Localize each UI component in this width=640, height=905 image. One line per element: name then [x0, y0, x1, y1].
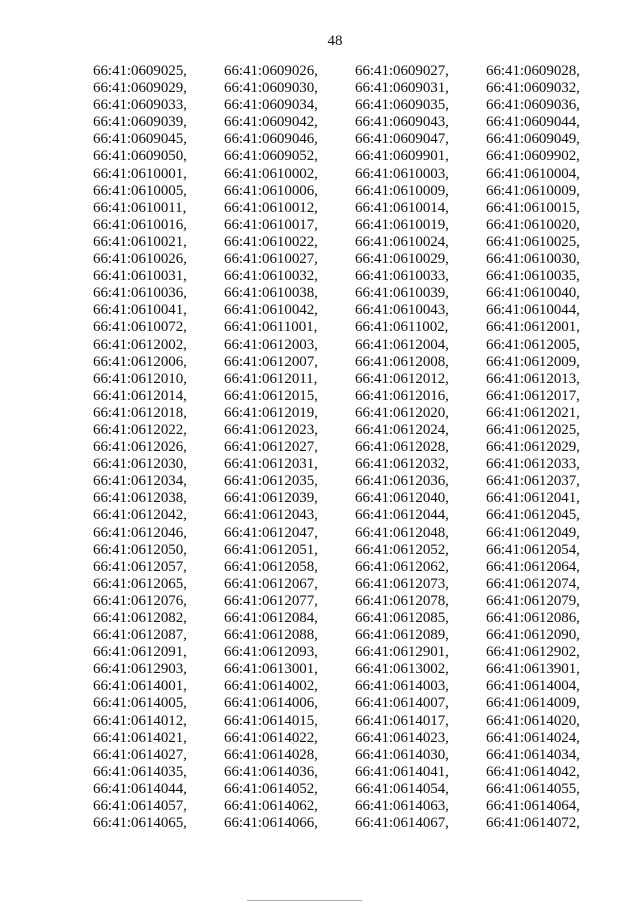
cadastral-number: 66:41:0612029,	[486, 439, 580, 456]
cadastral-row	[93, 661, 593, 678]
cadastral-row	[93, 644, 593, 661]
cadastral-number: 66:41:0614021,	[93, 729, 187, 746]
cadastral-number: 66:41:0611001,	[224, 319, 318, 336]
cadastral-number: 66:41:0612010,	[93, 370, 187, 387]
cadastral-row	[93, 268, 593, 285]
cadastral-number: 66:41:0614001,	[93, 678, 187, 695]
cadastral-number: 66:41:0612057,	[93, 558, 187, 575]
cadastral-number: 66:41:0612034,	[93, 473, 187, 490]
cadastral-number: 66:41:0614009,	[486, 695, 580, 712]
cadastral-number: 66:41:0612044,	[355, 507, 449, 524]
cadastral-number: 66:41:0612018,	[93, 404, 187, 421]
cadastral-number: 66:41:0612021,	[486, 404, 580, 421]
cadastral-row	[93, 388, 593, 405]
cadastral-number: 66:41:0612020,	[355, 404, 449, 421]
cadastral-number: 66:41:0612047,	[224, 524, 318, 541]
cadastral-number: 66:41:0610019,	[355, 216, 449, 233]
cadastral-number: 66:41:0612086,	[486, 610, 580, 626]
cadastral-number: 66:41:0609044,	[486, 114, 580, 131]
cadastral-number: 66:41:0612088,	[224, 627, 318, 644]
cadastral-number: 66:41:0612022,	[93, 421, 187, 438]
cadastral-number: 66:41:0614052,	[224, 780, 318, 797]
cadastral-number: 66:41:0612032,	[355, 456, 449, 473]
cadastral-number: 66:41:0610009,	[486, 182, 580, 199]
cadastral-row	[93, 337, 593, 354]
cadastral-number: 66:41:0610027,	[224, 251, 318, 268]
cadastral-number: 66:41:0612011,	[224, 370, 318, 387]
cadastral-number: 66:41:0614007,	[355, 695, 449, 712]
cadastral-number: 66:41:0614065,	[93, 815, 187, 832]
cadastral-number: 66:41:0612017,	[486, 387, 580, 404]
cadastral-number: 66:41:0612036,	[355, 473, 449, 490]
cadastral-number: 66:41:0612065,	[93, 575, 187, 592]
cadastral-row	[93, 405, 593, 422]
cadastral-number: 66:41:0610042,	[224, 302, 318, 319]
cadastral-number: 66:41:0612064,	[486, 558, 580, 575]
cadastral-number: 66:41:0610033,	[355, 268, 449, 285]
cadastral-number: 66:41:0610043,	[355, 302, 449, 319]
cadastral-number: 66:41:0614012,	[93, 712, 187, 729]
cadastral-number: 66:41:0614030,	[355, 746, 449, 763]
cadastral-number: 66:41:0612087,	[93, 627, 187, 644]
cadastral-number: 66:41:0612902,	[486, 644, 580, 661]
bottom-scan-rule	[247, 900, 362, 901]
cadastral-number: 66:41:0612093,	[224, 644, 318, 661]
cadastral-number: 66:41:0612015,	[224, 387, 318, 404]
cadastral-row	[93, 166, 593, 183]
cadastral-number: 66:41:0610031,	[93, 268, 187, 285]
cadastral-number: 66:41:0612089,	[355, 627, 449, 644]
cadastral-number: 66:41:0612042,	[93, 507, 187, 524]
cadastral-number: 66:41:0612903,	[93, 661, 187, 678]
cadastral-row	[93, 781, 593, 798]
cadastral-number: 66:41:0610032,	[224, 268, 318, 285]
cadastral-number: 66:41:0610014,	[355, 199, 449, 216]
cadastral-number: 66:41:0612085,	[355, 610, 449, 626]
cadastral-number: 66:41:0609032,	[486, 80, 580, 97]
cadastral-number: 66:41:0612009,	[486, 353, 580, 370]
cadastral-number: 66:41:0614063,	[355, 798, 449, 815]
cadastral-number: 66:41:0612062,	[355, 558, 449, 575]
cadastral-number: 66:41:0612078,	[355, 592, 449, 609]
cadastral-number: 66:41:0614024,	[486, 729, 580, 746]
cadastral-row	[93, 678, 593, 695]
cadastral-number: 66:41:0609031,	[355, 80, 449, 97]
cadastral-number: 66:41:0610021,	[93, 233, 187, 250]
cadastral-number: 66:41:0610002,	[224, 165, 318, 182]
cadastral-number-table	[93, 63, 593, 849]
cadastral-number: 66:41:0609035,	[355, 97, 449, 114]
cadastral-number: 66:41:0612028,	[355, 439, 449, 456]
cadastral-number: 66:41:0610035,	[486, 268, 580, 285]
cadastral-number: 66:41:0612007,	[224, 353, 318, 370]
cadastral-row	[93, 747, 593, 764]
cadastral-number: 66:41:0612048,	[355, 524, 449, 541]
cadastral-number: 66:41:0612050,	[93, 541, 187, 558]
cadastral-number: 66:41:0614023,	[355, 729, 449, 746]
cadastral-number: 66:41:0614054,	[355, 780, 449, 797]
cadastral-number: 66:41:0612027,	[224, 439, 318, 456]
cadastral-row	[93, 285, 593, 302]
cadastral-number: 66:41:0612045,	[486, 507, 580, 524]
cadastral-number: 66:41:0612035,	[224, 473, 318, 490]
cadastral-number: 66:41:0612037,	[486, 473, 580, 490]
cadastral-number: 66:41:0614002,	[224, 678, 318, 695]
cadastral-number: 66:41:0612073,	[355, 575, 449, 592]
cadastral-row	[93, 559, 593, 576]
cadastral-number: 66:41:0612033,	[486, 456, 580, 473]
cadastral-number: 66:41:0612031,	[224, 456, 318, 473]
cadastral-row	[93, 439, 593, 456]
cadastral-number: 66:41:0610030,	[486, 251, 580, 268]
cadastral-number: 66:41:0612004,	[355, 336, 449, 353]
cadastral-number: 66:41:0609030,	[224, 80, 318, 97]
cadastral-row	[93, 473, 593, 490]
cadastral-number: 66:41:0612019,	[224, 404, 318, 421]
cadastral-number: 66:41:0612008,	[355, 353, 449, 370]
cadastral-number: 66:41:0609033,	[93, 97, 187, 114]
cadastral-number: 66:41:0612001,	[486, 319, 580, 336]
cadastral-number: 66:41:0612043,	[224, 507, 318, 524]
cadastral-number: 66:41:0614064,	[486, 798, 580, 815]
cadastral-number: 66:41:0610022,	[224, 233, 318, 250]
cadastral-number: 66:41:0612901,	[355, 644, 449, 661]
cadastral-number: 66:41:0612030,	[93, 456, 187, 473]
cadastral-number: 66:41:0613001,	[224, 661, 318, 678]
cadastral-number: 66:41:0614055,	[486, 780, 580, 797]
cadastral-number: 66:41:0609045,	[93, 131, 187, 148]
cadastral-number: 66:41:0612046,	[93, 524, 187, 541]
cadastral-number: 66:41:0612005,	[486, 336, 580, 353]
cadastral-number: 66:41:0610038,	[224, 285, 318, 302]
cadastral-number: 66:41:0612040,	[355, 490, 449, 507]
cadastral-row	[93, 507, 593, 524]
cadastral-row	[93, 80, 593, 97]
cadastral-number: 66:41:0614035,	[93, 763, 187, 780]
cadastral-row	[93, 456, 593, 473]
cadastral-number: 66:41:0610005,	[93, 182, 187, 199]
cadastral-number: 66:41:0614022,	[224, 729, 318, 746]
cadastral-row	[93, 131, 593, 148]
cadastral-number: 66:41:0612025,	[486, 421, 580, 438]
cadastral-number: 66:41:0609034,	[224, 97, 318, 114]
cadastral-number: 66:41:0614006,	[224, 695, 318, 712]
cadastral-number: 66:41:0610009,	[355, 182, 449, 199]
cadastral-number: 66:41:0610011,	[93, 199, 187, 216]
cadastral-row	[93, 148, 593, 165]
cadastral-number: 66:41:0614067,	[355, 815, 449, 832]
cadastral-row	[93, 302, 593, 319]
cadastral-number: 66:41:0612006,	[93, 353, 187, 370]
cadastral-row	[93, 354, 593, 371]
cadastral-number: 66:41:0611002,	[355, 319, 449, 336]
cadastral-number: 66:41:0612082,	[93, 610, 187, 626]
cadastral-number: 66:41:0610025,	[486, 233, 580, 250]
cadastral-number: 66:41:0614015,	[224, 712, 318, 729]
cadastral-number: 66:41:0612067,	[224, 575, 318, 592]
cadastral-number: 66:41:0614036,	[224, 763, 318, 780]
cadastral-number: 66:41:0614020,	[486, 712, 580, 729]
page-number: 48	[327, 33, 343, 49]
cadastral-number: 66:41:0610041,	[93, 302, 187, 319]
cadastral-number: 66:41:0609027,	[355, 63, 449, 79]
cadastral-row	[93, 593, 593, 610]
cadastral-row	[93, 525, 593, 542]
cadastral-number: 66:41:0610017,	[224, 216, 318, 233]
cadastral-row	[93, 217, 593, 234]
cadastral-number: 66:41:0613002,	[355, 661, 449, 678]
cadastral-number: 66:41:0612054,	[486, 541, 580, 558]
cadastral-number: 66:41:0612091,	[93, 644, 187, 661]
cadastral-number: 66:41:0609029,	[93, 80, 187, 97]
cadastral-row	[93, 610, 593, 627]
cadastral-number: 66:41:0612002,	[93, 336, 187, 353]
cadastral-number: 66:41:0610036,	[93, 285, 187, 302]
cadastral-number: 66:41:0614044,	[93, 780, 187, 797]
cadastral-number: 66:41:0612039,	[224, 490, 318, 507]
cadastral-row	[93, 627, 593, 644]
cadastral-number: 66:41:0612003,	[224, 336, 318, 353]
cadastral-number: 66:41:0612052,	[355, 541, 449, 558]
cadastral-number: 66:41:0612074,	[486, 575, 580, 592]
cadastral-number: 66:41:0612077,	[224, 592, 318, 609]
cadastral-row	[93, 576, 593, 593]
cadastral-number: 66:41:0609050,	[93, 148, 187, 165]
cadastral-number: 66:41:0614062,	[224, 798, 318, 815]
cadastral-number: 66:41:0609049,	[486, 131, 580, 148]
cadastral-row	[93, 319, 593, 336]
cadastral-row	[93, 815, 593, 832]
cadastral-row	[93, 371, 593, 388]
cadastral-number: 66:41:0612049,	[486, 524, 580, 541]
cadastral-row	[93, 764, 593, 781]
cadastral-number: 66:41:0610015,	[486, 199, 580, 216]
cadastral-number: 66:41:0609039,	[93, 114, 187, 131]
cadastral-number: 66:41:0609047,	[355, 131, 449, 148]
cadastral-number: 66:41:0609025,	[93, 63, 187, 79]
cadastral-number: 66:41:0614004,	[486, 678, 580, 695]
cadastral-row	[93, 490, 593, 507]
cadastral-row	[93, 713, 593, 730]
cadastral-row	[93, 234, 593, 251]
cadastral-number: 66:41:0610044,	[486, 302, 580, 319]
cadastral-number: 66:41:0614027,	[93, 746, 187, 763]
cadastral-number: 66:41:0614072,	[486, 815, 580, 832]
cadastral-number: 66:41:0614041,	[355, 763, 449, 780]
cadastral-number: 66:41:0610026,	[93, 251, 187, 268]
cadastral-number: 66:41:0614003,	[355, 678, 449, 695]
cadastral-number: 66:41:0609028,	[486, 63, 580, 79]
cadastral-number: 66:41:0609042,	[224, 114, 318, 131]
cadastral-number: 66:41:0610003,	[355, 165, 449, 182]
cadastral-number: 66:41:0612024,	[355, 421, 449, 438]
cadastral-row	[93, 183, 593, 200]
cadastral-number: 66:41:0609052,	[224, 148, 318, 165]
cadastral-number: 66:41:0610006,	[224, 182, 318, 199]
cadastral-row	[93, 422, 593, 439]
cadastral-number: 66:41:0612076,	[93, 592, 187, 609]
cadastral-number: 66:41:0610012,	[224, 199, 318, 216]
cadastral-number: 66:41:0614005,	[93, 695, 187, 712]
cadastral-number: 66:41:0612016,	[355, 387, 449, 404]
cadastral-row	[93, 251, 593, 268]
cadastral-number: 66:41:0614017,	[355, 712, 449, 729]
cadastral-number: 66:41:0614066,	[224, 815, 318, 832]
cadastral-number: 66:41:0614042,	[486, 763, 580, 780]
cadastral-number: 66:41:0610040,	[486, 285, 580, 302]
cadastral-row	[93, 97, 593, 114]
cadastral-row	[93, 114, 593, 131]
cadastral-row	[93, 63, 593, 80]
cadastral-number: 66:41:0610072,	[93, 319, 187, 336]
cadastral-number: 66:41:0609046,	[224, 131, 318, 148]
cadastral-number: 66:41:0612012,	[355, 370, 449, 387]
cadastral-number: 66:41:0612079,	[486, 592, 580, 609]
cadastral-number: 66:41:0609026,	[224, 63, 318, 79]
cadastral-number: 66:41:0614034,	[486, 746, 580, 763]
cadastral-number: 66:41:0612014,	[93, 387, 187, 404]
cadastral-row	[93, 200, 593, 217]
cadastral-number: 66:41:0610039,	[355, 285, 449, 302]
cadastral-number: 66:41:0610020,	[486, 216, 580, 233]
cadastral-number: 66:41:0610016,	[93, 216, 187, 233]
cadastral-number: 66:41:0612013,	[486, 370, 580, 387]
cadastral-number: 66:41:0610029,	[355, 251, 449, 268]
cadastral-row	[93, 695, 593, 712]
cadastral-number: 66:41:0610001,	[93, 165, 187, 182]
cadastral-row	[93, 730, 593, 747]
cadastral-number: 66:41:0612023,	[224, 421, 318, 438]
cadastral-number: 66:41:0614057,	[93, 798, 187, 815]
cadastral-number: 66:41:0612041,	[486, 490, 580, 507]
cadastral-number: 66:41:0614028,	[224, 746, 318, 763]
cadastral-number: 66:41:0610004,	[486, 165, 580, 182]
cadastral-number: 66:41:0609902,	[486, 148, 580, 165]
cadastral-number: 66:41:0612051,	[224, 541, 318, 558]
cadastral-number: 66:41:0609036,	[486, 97, 580, 114]
cadastral-number: 66:41:0609901,	[355, 148, 449, 165]
cadastral-number: 66:41:0612026,	[93, 439, 187, 456]
cadastral-number: 66:41:0612038,	[93, 490, 187, 507]
cadastral-number: 66:41:0609043,	[355, 114, 449, 131]
cadastral-number: 66:41:0612090,	[486, 627, 580, 644]
cadastral-number: 66:41:0612058,	[224, 558, 318, 575]
cadastral-number: 66:41:0613901,	[486, 661, 580, 678]
cadastral-number: 66:41:0610024,	[355, 233, 449, 250]
cadastral-number: 66:41:0612084,	[224, 610, 318, 626]
cadastral-row	[93, 542, 593, 559]
cadastral-row	[93, 798, 593, 815]
